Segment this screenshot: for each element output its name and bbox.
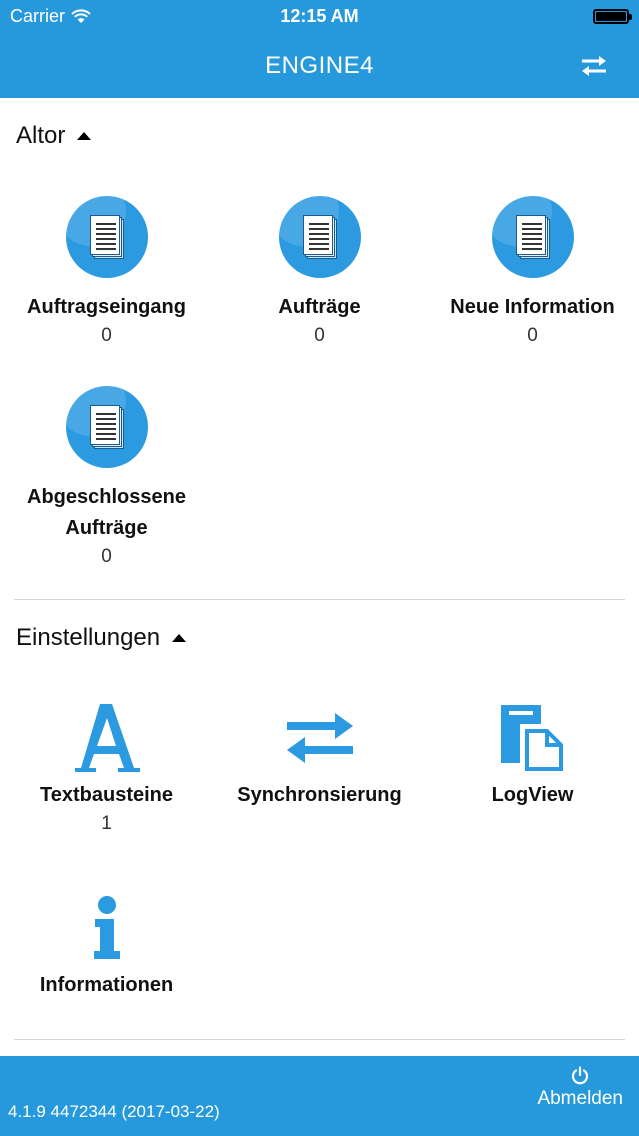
tile-count: 1 (101, 813, 112, 834)
status-bar (0, 0, 639, 34)
tile-abgeschlossene-auftraege[interactable] (0, 386, 213, 570)
section-header-altor[interactable] (16, 122, 91, 150)
tile-label: Auftragseingang (27, 296, 186, 318)
tile-label: LogView (491, 784, 574, 806)
documents-icon (492, 196, 574, 278)
tile-count: 0 (314, 325, 325, 346)
carrier-label: Carrier (10, 6, 66, 26)
tile-informationen[interactable] (0, 888, 213, 1001)
letter-a-icon (62, 698, 152, 778)
sync-arrows-icon (580, 55, 608, 77)
tile-label (0, 482, 213, 544)
section-title-altor: Altor (16, 122, 66, 149)
tile-logview[interactable] (426, 698, 639, 811)
battery-icon (593, 9, 629, 24)
tile-label: Synchronsierung (237, 784, 402, 806)
collapse-caret-icon (172, 634, 186, 642)
status-time: 12:15 AM (280, 6, 359, 26)
tile-auftraege[interactable] (213, 196, 426, 349)
version-label: 4.1.9 4472344 (2017-03-22) (8, 1102, 220, 1121)
power-icon (570, 1066, 590, 1086)
top-bar (0, 0, 639, 98)
collapse-caret-icon (77, 132, 91, 140)
section-divider (14, 599, 625, 600)
tile-label: Informationen (39, 974, 174, 996)
nav-title: ENGINE4 (265, 52, 374, 79)
documents-icon (279, 196, 361, 278)
tile-label-line1: Abgeschlossene (27, 486, 186, 508)
section-divider (14, 1039, 625, 1040)
logout-label: Abmelden (537, 1088, 623, 1109)
documents-icon (66, 196, 148, 278)
tile-label: Aufträge (278, 296, 361, 318)
info-icon (62, 888, 152, 968)
tile-neue-information[interactable] (426, 196, 639, 349)
tile-count: 0 (527, 325, 538, 346)
logout-button[interactable] (537, 1066, 623, 1110)
tile-count: 0 (101, 546, 112, 567)
tile-auftragseingang[interactable] (0, 196, 213, 349)
tile-label: Neue Information (450, 296, 615, 318)
section-title-einstellungen: Einstellungen (16, 624, 161, 651)
footer-bar (0, 1056, 639, 1136)
tile-label-line2: Aufträge (65, 517, 148, 539)
documents-icon (66, 386, 148, 468)
sync-arrows-icon (275, 698, 365, 778)
tile-synchronsierung[interactable] (213, 698, 426, 811)
tile-label: Textbausteine (40, 784, 173, 806)
tile-count: 0 (101, 325, 112, 346)
section-header-einstellungen[interactable] (16, 624, 186, 652)
tile-textbausteine[interactable] (0, 698, 213, 837)
log-document-icon (488, 698, 578, 778)
sync-button[interactable] (570, 48, 618, 84)
